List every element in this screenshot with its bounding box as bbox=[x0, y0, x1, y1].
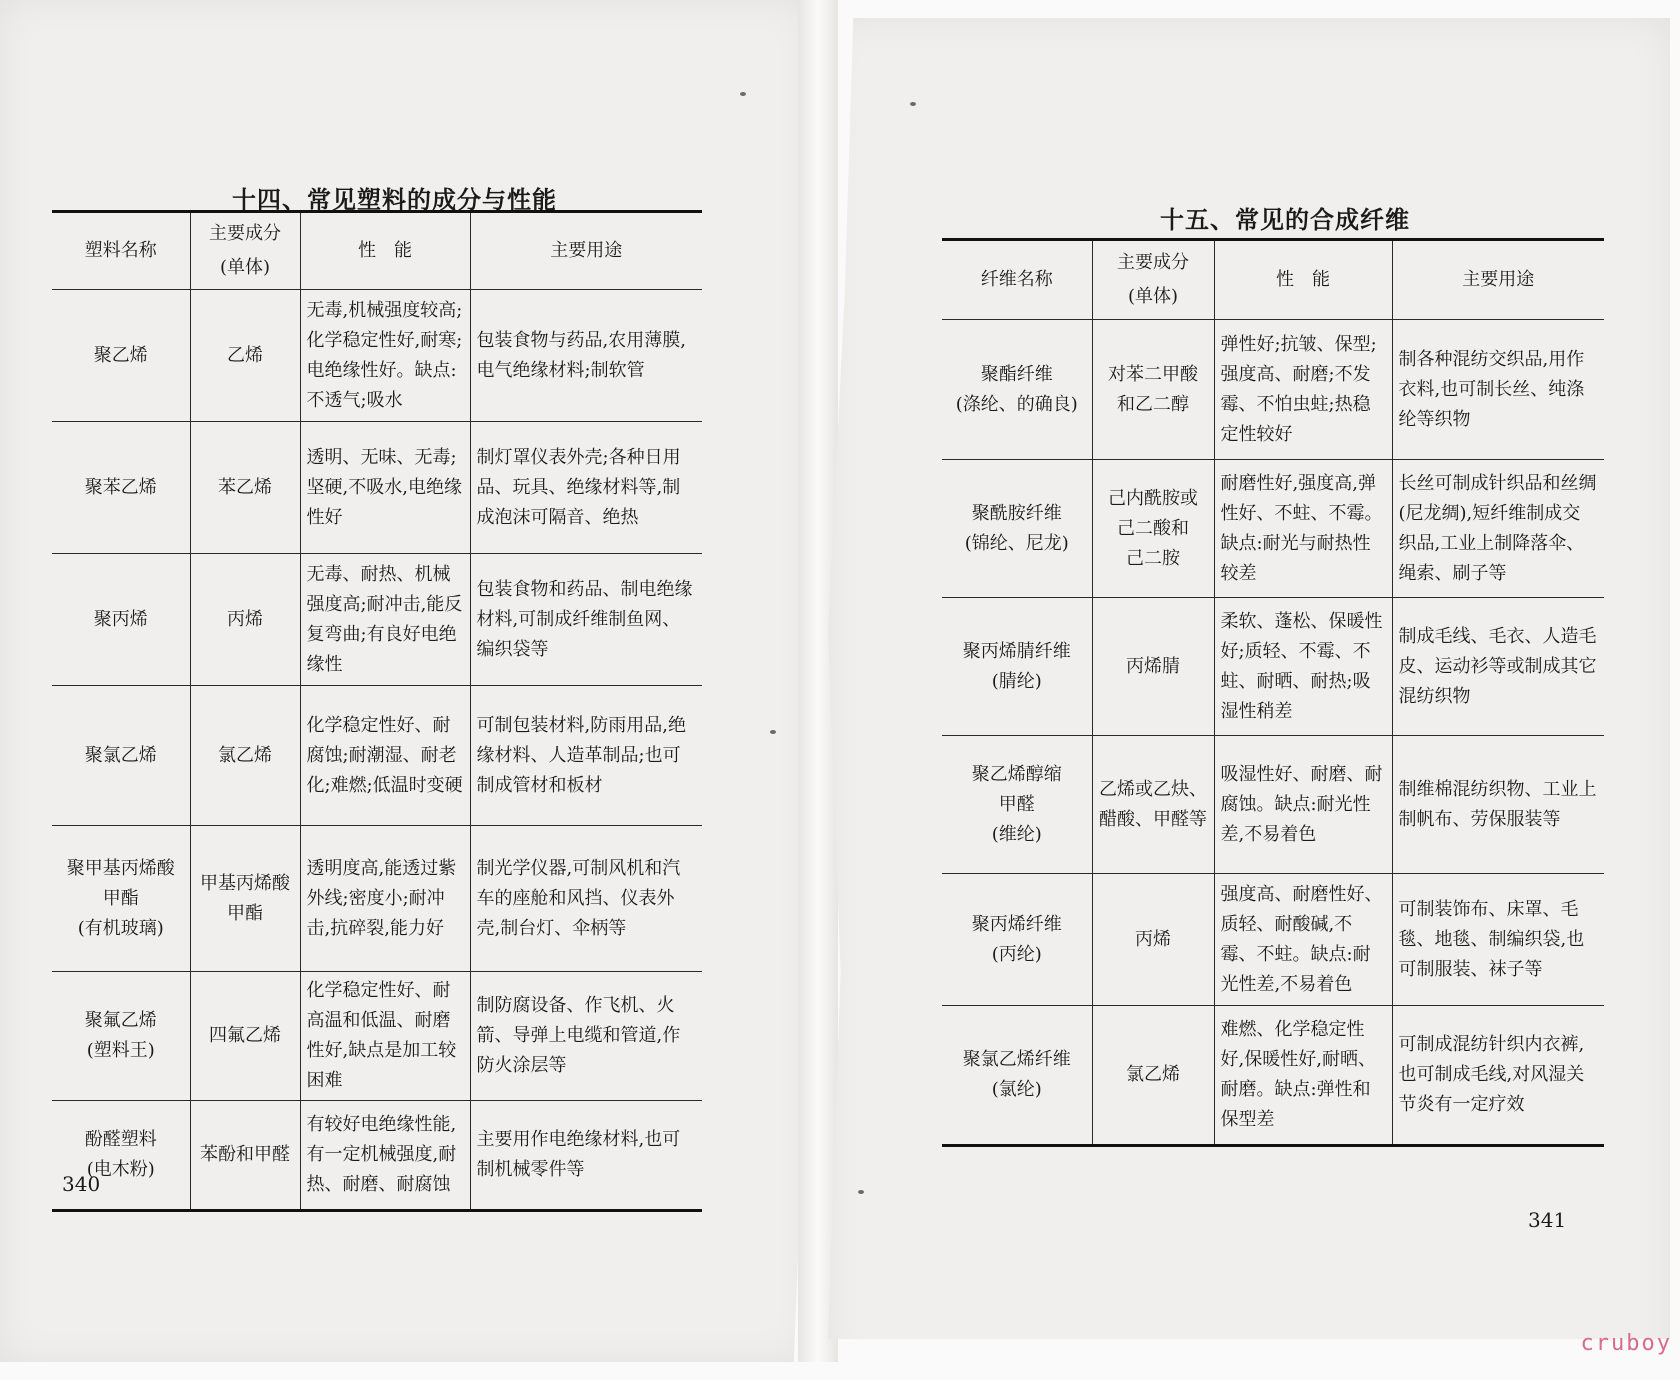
header-properties: 性 能 bbox=[300, 212, 470, 290]
monomer-cell: 己内酰胺或 己二酸和 己二胺 bbox=[1092, 460, 1214, 598]
name-cell: 聚氯乙烯纤维 (氯纶) bbox=[942, 1006, 1092, 1146]
property-cell: 有较好电绝缘性能,有一定机械强度,耐热、耐磨、耐腐蚀 bbox=[300, 1101, 470, 1211]
plastics-table bbox=[52, 210, 702, 1212]
table-row bbox=[52, 1101, 702, 1211]
name-cell: 聚苯乙烯 bbox=[52, 422, 190, 554]
use-cell: 包装食物与药品,农用薄膜,电气绝缘材料;制软管 bbox=[470, 290, 702, 422]
table-row bbox=[52, 554, 702, 686]
use-cell: 可制包装材料,防雨用品,绝缘材料、人造革制品;也可制成管材和板材 bbox=[470, 686, 702, 826]
name-cell: 聚酰胺纤维 (锦纶、尼龙) bbox=[942, 460, 1092, 598]
name-cell: 聚酯纤维 (涤纶、的确良) bbox=[942, 320, 1092, 460]
property-cell: 透明度高,能透过紫外线;密度小;耐冲击,抗碎裂,能力好 bbox=[300, 826, 470, 972]
property-cell: 化学稳定性好、耐腐蚀;耐潮湿、耐老化;难燃;低温时变硬 bbox=[300, 686, 470, 826]
fibers-table bbox=[942, 238, 1604, 1147]
right-page-number: 341 bbox=[1528, 1208, 1567, 1232]
header-plastic-name: 塑料名称 bbox=[52, 212, 190, 290]
property-cell: 无毒,机械强度较高;化学稳定性好,耐寒;电绝缘性好。缺点:不透气;吸水 bbox=[300, 290, 470, 422]
name-cell: 聚乙烯醇缩 甲醛 (维纶) bbox=[942, 736, 1092, 874]
monomer-cell: 丙烯腈 bbox=[1092, 598, 1214, 736]
property-cell: 柔软、蓬松、保暖性好;质轻、不霉、不蛀、耐晒、耐热;吸湿性稍差 bbox=[1214, 598, 1392, 736]
header-main-component: 主要成分 (单体) bbox=[1092, 240, 1214, 320]
property-cell: 难燃、化学稳定性好,保暖性好,耐晒、耐磨。缺点:弹性和保型差 bbox=[1214, 1006, 1392, 1146]
name-cell: 聚乙烯 bbox=[52, 290, 190, 422]
use-cell: 制光学仪器,可制风机和汽车的座舱和风挡、仪表外壳,制台灯、伞柄等 bbox=[470, 826, 702, 972]
table-row bbox=[52, 422, 702, 554]
header-main-uses: 主要用途 bbox=[1392, 240, 1604, 320]
table-row bbox=[942, 874, 1604, 1006]
monomer-cell: 苯酚和甲醛 bbox=[190, 1101, 300, 1211]
property-cell: 弹性好;抗皱、保型;强度高、耐磨;不发霉、不怕虫蛀;热稳定性较好 bbox=[1214, 320, 1392, 460]
name-cell: 聚丙烯纤维 (丙纶) bbox=[942, 874, 1092, 1006]
table-row bbox=[52, 290, 702, 422]
watermark: cruboy bbox=[1580, 1331, 1672, 1356]
use-cell: 可制成混纺针织内衣裤,也可制成毛线,对风湿关节炎有一定疗效 bbox=[1392, 1006, 1604, 1146]
header-main-uses: 主要用途 bbox=[470, 212, 702, 290]
monomer-cell: 乙烯或乙炔、 醋酸、甲醛等 bbox=[1092, 736, 1214, 874]
use-cell: 主要用作电绝缘材料,也可制机械零件等 bbox=[470, 1101, 702, 1211]
name-cell: 聚氟乙烯 (塑料王) bbox=[52, 972, 190, 1101]
table-header-row bbox=[52, 212, 702, 290]
right-page-title: 十五、常见的合成纤维 bbox=[1160, 205, 1410, 234]
use-cell: 制成毛线、毛衣、人造毛皮、运动衫等或制成其它混纺织物 bbox=[1392, 598, 1604, 736]
table-row bbox=[52, 972, 702, 1101]
header-main-component: 主要成分 (单体) bbox=[190, 212, 300, 290]
monomer-cell: 乙烯 bbox=[190, 290, 300, 422]
name-cell: 酚醛塑料 (电木粉) bbox=[52, 1101, 190, 1211]
monomer-cell: 氯乙烯 bbox=[190, 686, 300, 826]
property-cell: 透明、无味、无毒;坚硬,不吸水,电绝缘性好 bbox=[300, 422, 470, 554]
use-cell: 制防腐设备、作飞机、火箭、导弹上电缆和管道,作防火涂层等 bbox=[470, 972, 702, 1101]
monomer-cell: 对苯二甲酸 和乙二醇 bbox=[1092, 320, 1214, 460]
property-cell: 无毒、耐热、机械强度高;耐冲击,能反复弯曲;有良好电绝缘性 bbox=[300, 554, 470, 686]
use-cell: 可制装饰布、床罩、毛毯、地毯、制编织袋,也可制服装、袜子等 bbox=[1392, 874, 1604, 1006]
table-row bbox=[942, 736, 1604, 874]
name-cell: 聚氯乙烯 bbox=[52, 686, 190, 826]
left-page-title: 十四、常见塑料的成分与性能 bbox=[232, 185, 557, 214]
use-cell: 制维棉混纺织物、工业上制帆布、劳保服装等 bbox=[1392, 736, 1604, 874]
paper-speck bbox=[770, 730, 776, 734]
use-cell: 长丝可制成针织品和丝绸(尼龙绸),短纤维制成交织品,工业上制降落伞、绳索、刷子等 bbox=[1392, 460, 1604, 598]
use-cell: 制灯罩仪表外壳;各种日用品、玩具、绝缘材料等,制成泡沫可隔音、绝热 bbox=[470, 422, 702, 554]
monomer-cell: 苯乙烯 bbox=[190, 422, 300, 554]
header-fiber-name: 纤维名称 bbox=[942, 240, 1092, 320]
table-row bbox=[52, 686, 702, 826]
paper-speck bbox=[910, 102, 916, 106]
table-row bbox=[942, 598, 1604, 736]
name-cell: 聚丙烯 bbox=[52, 554, 190, 686]
name-cell: 聚丙烯腈纤维 (腈纶) bbox=[942, 598, 1092, 736]
use-cell: 制各种混纺交织品,用作衣料,也可制长丝、纯涤纶等织物 bbox=[1392, 320, 1604, 460]
header-properties: 性 能 bbox=[1214, 240, 1392, 320]
property-cell: 化学稳定性好、耐高温和低温、耐磨性好,缺点是加工较困难 bbox=[300, 972, 470, 1101]
left-page-number: 340 bbox=[62, 1172, 101, 1196]
property-cell: 耐磨性好,强度高,弹性好、不蛀、不霉。缺点:耐光与耐热性较差 bbox=[1214, 460, 1392, 598]
monomer-cell: 甲基丙烯酸 甲酯 bbox=[190, 826, 300, 972]
paper-speck bbox=[740, 92, 746, 96]
monomer-cell: 氯乙烯 bbox=[1092, 1006, 1214, 1146]
table-header-row bbox=[942, 240, 1604, 320]
property-cell: 强度高、耐磨性好、质轻、耐酸碱,不霉、不蛀。缺点:耐光性差,不易着色 bbox=[1214, 874, 1392, 1006]
table-row bbox=[52, 826, 702, 972]
use-cell: 包装食物和药品、制电绝缘材料,可制成纤维制鱼网、编织袋等 bbox=[470, 554, 702, 686]
table-row bbox=[942, 320, 1604, 460]
table-row bbox=[942, 460, 1604, 598]
monomer-cell: 丙烯 bbox=[1092, 874, 1214, 1006]
name-cell: 聚甲基丙烯酸 甲酯 (有机玻璃) bbox=[52, 826, 190, 972]
table-row bbox=[942, 1006, 1604, 1146]
paper-speck bbox=[858, 1190, 864, 1194]
monomer-cell: 四氟乙烯 bbox=[190, 972, 300, 1101]
property-cell: 吸湿性好、耐磨、耐腐蚀。缺点:耐光性差,不易着色 bbox=[1214, 736, 1392, 874]
monomer-cell: 丙烯 bbox=[190, 554, 300, 686]
